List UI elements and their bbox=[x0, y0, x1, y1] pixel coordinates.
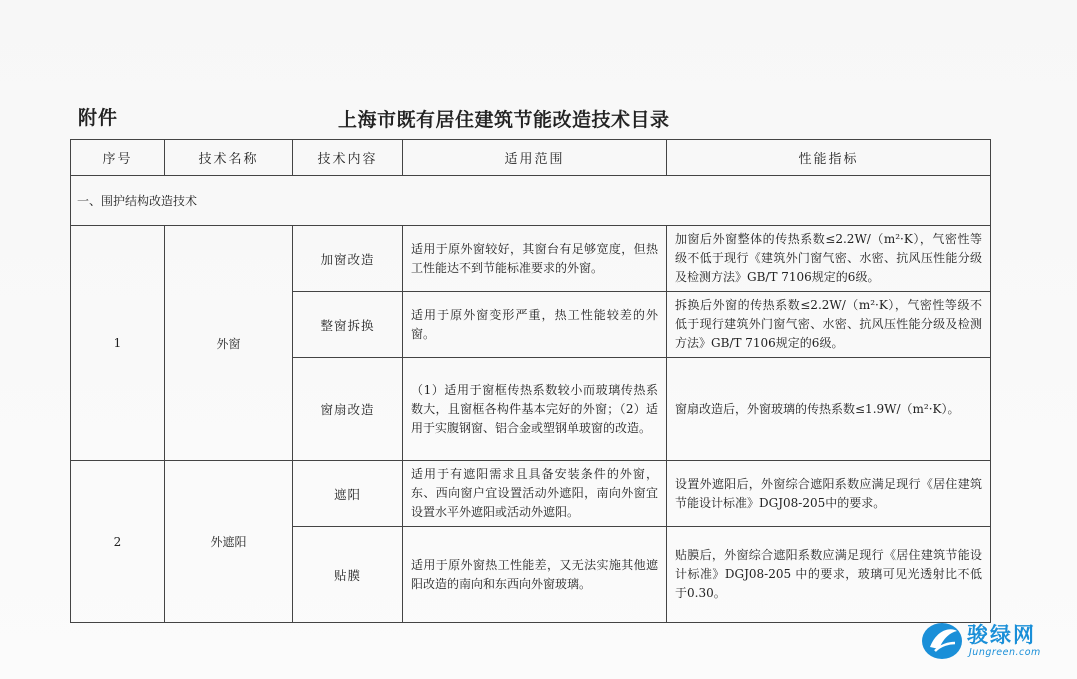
tech-content: 加窗改造 bbox=[293, 226, 403, 292]
performance-text: 贴膜后，外窗综合遮阳系数应满足现行《居住建筑节能设计标准》DGJ08-205 中的要求，玻璃可见光透射比不低于0.30。 bbox=[667, 527, 991, 623]
tech-content: 遮阳 bbox=[293, 461, 403, 527]
site-logo-icon bbox=[921, 621, 965, 661]
section-row bbox=[71, 176, 991, 226]
header-number: 序号 bbox=[71, 140, 165, 176]
table-row bbox=[71, 226, 991, 292]
header-scope: 适用范围 bbox=[403, 140, 667, 176]
row-number: 1 bbox=[71, 226, 165, 461]
site-url: Jungreen.com bbox=[969, 647, 1041, 658]
header-tech-name: 技术名称 bbox=[165, 140, 293, 176]
site-name: 骏绿网 bbox=[967, 623, 1036, 647]
tech-name: 外窗 bbox=[165, 226, 293, 461]
performance-text: 加窗后外窗整体的传热系数≤2.2W/（m²·K），气密性等级不低于现行《建筑外门窗气密、水密、抗风压性能分级及检测方法》GB/T 7106规定的6级。 bbox=[667, 226, 991, 292]
attachment-label: 附件 bbox=[78, 107, 119, 129]
header-performance: 性能指标 bbox=[667, 140, 991, 176]
tech-content: 窗扇改造 bbox=[293, 358, 403, 461]
section-title: 一、围护结构改造技术 bbox=[71, 176, 991, 226]
table-header-row bbox=[71, 140, 991, 176]
site-watermark bbox=[921, 619, 1069, 665]
tech-content: 贴膜 bbox=[293, 527, 403, 623]
scope-text: （1）适用于窗框传热系数较小而玻璃传热系数大，且窗框各构件基本完好的外窗；（2）适用于实腹钢窗、铝合金或塑钢单玻窗的改造。 bbox=[403, 358, 667, 461]
performance-text: 设置外遮阳后，外窗综合遮阳系数应满足现行《居住建筑节能设计标准》DGJ08-205中的要求。 bbox=[667, 461, 991, 527]
performance-text: 拆换后外窗的传热系数≤2.2W/（m²·K），气密性等级不低于现行建筑外门窗气密、水密、抗风压性能分级及检测方法》GB/T 7106规定的6级。 bbox=[667, 292, 991, 358]
document-title: 上海市既有居住建筑节能改造技术目录 bbox=[338, 109, 670, 131]
scope-text: 适用于有遮阳需求且具备安装条件的外窗，东、西向窗户宜设置活动外遮阳，南向外窗宜设置水平外遮阳或活动外遮阳。 bbox=[403, 461, 667, 527]
header-tech-content: 技术内容 bbox=[293, 140, 403, 176]
performance-text: 窗扇改造后，外窗玻璃的传热系数≤1.9W/（m²·K）。 bbox=[667, 358, 991, 461]
scope-text: 适用于原外窗热工性能差，又无法实施其他遮阳改造的南向和东西向外窗玻璃。 bbox=[403, 527, 667, 623]
tech-content: 整窗拆换 bbox=[293, 292, 403, 358]
tech-name: 外遮阳 bbox=[165, 461, 293, 623]
table-row bbox=[71, 461, 991, 527]
row-number: 2 bbox=[71, 461, 165, 623]
scope-text: 适用于原外窗较好，其窗台有足够宽度，但热工性能达不到节能标准要求的外窗。 bbox=[403, 226, 667, 292]
scope-text: 适用于原外窗变形严重，热工性能较差的外窗。 bbox=[403, 292, 667, 358]
technology-catalog-table bbox=[70, 139, 991, 623]
